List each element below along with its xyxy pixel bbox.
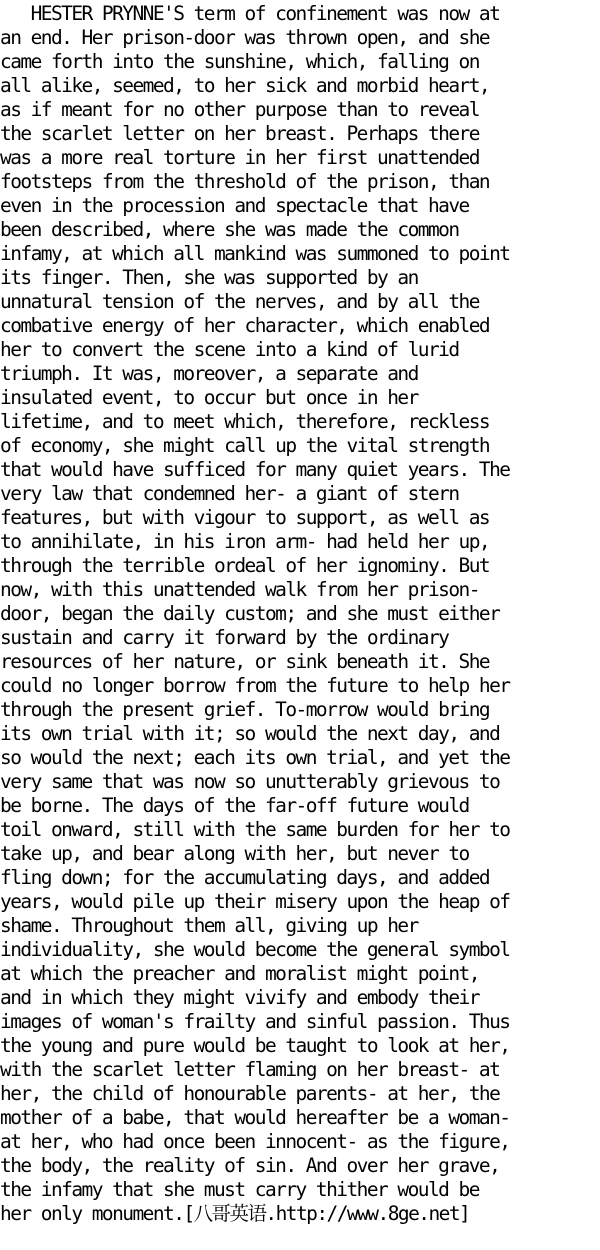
- text-line: be borne. The days of the far-off future would: [0, 794, 469, 817]
- text-line: to annihilate, in his iron arm- had held her up,: [0, 530, 490, 553]
- text-line: lifetime, and to meet which, therefore, reckless: [0, 410, 490, 433]
- document-text-body: [0, 2, 600, 1226]
- text-line: her, the child of honourable parents- at her, the: [0, 1082, 500, 1105]
- text-line: through the present grief. To-morrow would bring: [0, 698, 490, 721]
- text-line: as if meant for no other purpose than to reveal: [0, 98, 479, 121]
- text-line: an end. Her prison-door was thrown open, and she: [0, 26, 490, 49]
- text-line: features, but with vigour to support, as well as: [0, 506, 490, 529]
- text-line: at which the preacher and moralist might point,: [0, 962, 479, 985]
- text-line: with the scarlet letter flaming on her breast- at: [0, 1058, 500, 1081]
- text-line: the body, the reality of sin. And over her grave,: [0, 1154, 500, 1177]
- text-line: take up, and bear along with her, but never to: [0, 842, 469, 865]
- text-line: resources of her nature, or sink beneath it. She: [0, 650, 490, 673]
- text-line: insulated event, to occur but once in her: [0, 386, 418, 409]
- text-line: at her, who had once been innocent- as the figure,: [0, 1130, 510, 1153]
- text-line: its finger. Then, she was supported by an: [0, 266, 418, 289]
- text-line: sustain and carry it forward by the ordinary: [0, 626, 449, 649]
- text-line: so would the next; each its own trial, and yet the: [0, 746, 510, 769]
- text-line: the infamy that she must carry thither would be: [0, 1178, 479, 1201]
- text-line: very same that was now so unutterably grievous to: [0, 770, 500, 793]
- text-line: triumph. It was, moreover, a separate and: [0, 362, 418, 385]
- text-line: and in which they might vivify and embody their: [0, 986, 479, 1009]
- text-line: unnatural tension of the nerves, and by all the: [0, 290, 479, 313]
- text-line: toil onward, still with the same burden for her to: [0, 818, 510, 841]
- text-line: footsteps from the threshold of the prison, than: [0, 170, 490, 193]
- text-line: HESTER PRYNNE'S term of confinement was now at: [0, 2, 500, 25]
- text-line: the young and pure would be taught to look at her,: [0, 1034, 510, 1057]
- text-line: could no longer borrow from the future to help her: [0, 674, 510, 697]
- text-line: its own trial with it; so would the next day, and: [0, 722, 500, 745]
- text-line: very law that condemned her- a giant of stern: [0, 482, 459, 505]
- text-line: shame. Throughout them all, giving up her: [0, 914, 418, 937]
- text-line: years, would pile up their misery upon the heap of: [0, 890, 510, 913]
- text-line: her to convert the scene into a kind of lurid: [0, 338, 459, 361]
- text-line: been described, where she was made the common: [0, 218, 459, 241]
- text-line: combative energy of her character, which enabled: [0, 314, 490, 337]
- text-line: came forth into the sunshine, which, falling on: [0, 50, 479, 73]
- text-line: individuality, she would become the general symbol: [0, 938, 510, 961]
- text-line: fling down; for the accumulating days, and added: [0, 866, 490, 889]
- text-line: all alike, seemed, to her sick and morbid heart,: [0, 74, 490, 97]
- text-line: door, began the daily custom; and she must either: [0, 602, 500, 625]
- text-line: mother of a babe, that would hereafter be a woman-: [0, 1106, 510, 1129]
- text-line: even in the procession and spectacle that have: [0, 194, 469, 217]
- text-line: of economy, she might call up the vital strength: [0, 434, 490, 457]
- text-line: through the terrible ordeal of her ignominy. But: [0, 554, 490, 577]
- text-line: infamy, at which all mankind was summoned to point: [0, 242, 510, 265]
- text-line: the scarlet letter on her breast. Perhaps there: [0, 122, 479, 145]
- source-note-line: her only monument.[八哥英语.http://www.8ge.net]: [0, 1202, 470, 1225]
- text-line: that would have sufficed for many quiet years. The: [0, 458, 510, 481]
- text-line: images of woman's frailty and sinful passion. Thus: [0, 1010, 510, 1033]
- text-line: now, with this unattended walk from her prison-: [0, 578, 479, 601]
- text-line: was a more real torture in her first unattended: [0, 146, 479, 169]
